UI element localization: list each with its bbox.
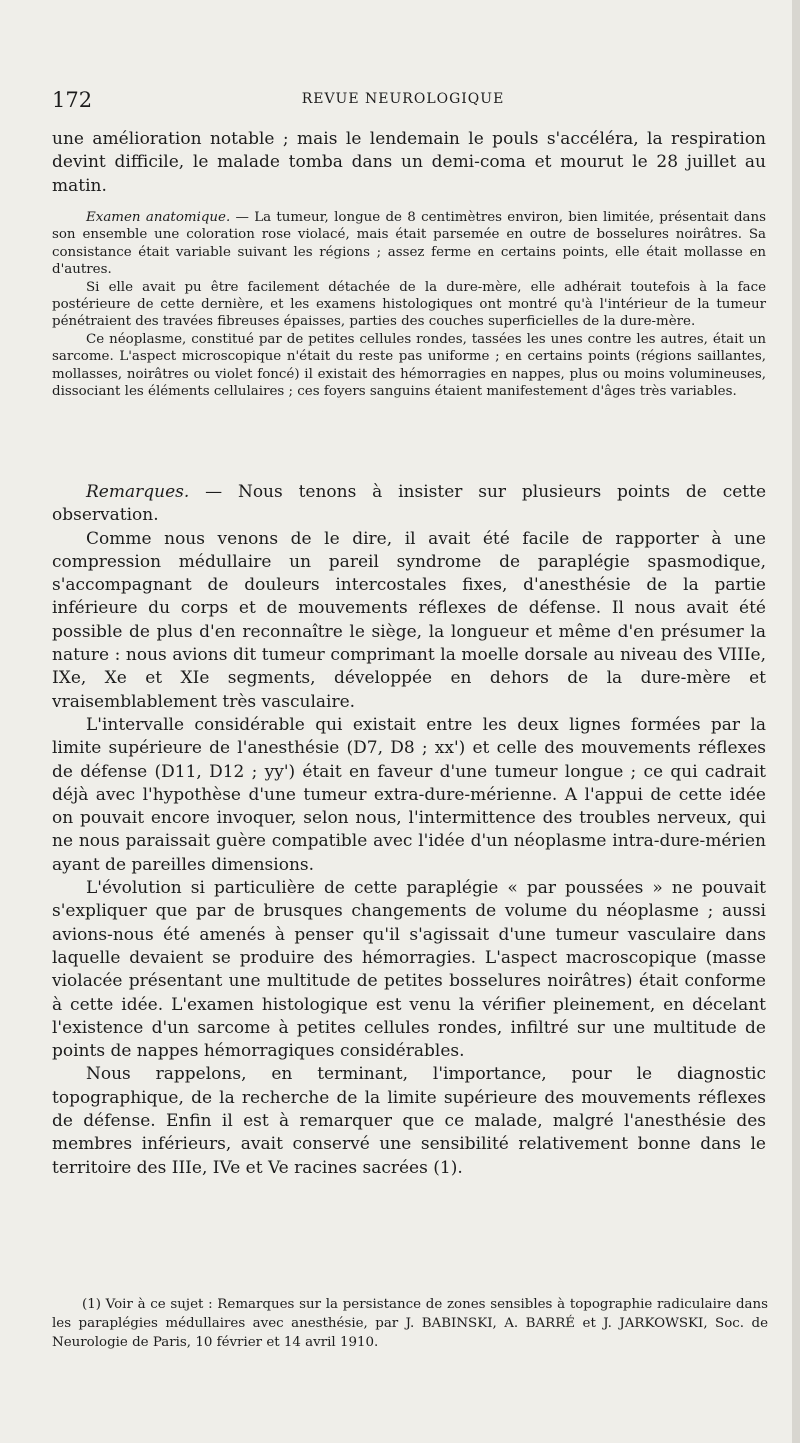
page-number: 172 bbox=[52, 88, 93, 112]
anatomy-section bbox=[52, 209, 766, 400]
page-edge bbox=[792, 0, 800, 1443]
footnote bbox=[52, 1295, 768, 1352]
remarks-paragraph-1: Remarques. — Nous tenons à insister sur plusieurs points de cette observation. bbox=[52, 482, 766, 526]
anatomy-paragraph-1: Examen anatomique. — La tumeur, longue de 8 centimètres environ, bien limitée, présentait dans son ensemble une coloration rose violacé, mais était parsemée en outre de bosselures noirâtres. Sa consistance était variable suivant les régions ; assez ferme en certains points, elle était mollasse en d'autres. bbox=[52, 210, 766, 278]
anatomy-paragraph-3: Ce néoplasme, constitué par de petites cellules rondes, tassées les unes contre les autres, était un sarcome. L'aspect microscopique n'était du reste pas uniforme ; en certains points (régions saillantes, mollasses, noirâtres ou violet foncé) il existait des hémorragies en nappes, plus ou moins volumineuses, dissociant les éléments cellulaires ; ces foyers sanguins étaient manifestement d'âges très variables. bbox=[52, 331, 766, 400]
paragraph-text: une amélioration notable ; mais le lendemain le pouls s'accéléra, la respiration devint difficile, le malade tomba dans un demi-coma et mourut le 28 juillet au matin. bbox=[52, 129, 766, 196]
section-heading-anatomy: Examen anatomique. bbox=[86, 210, 231, 225]
remarks-paragraph-2: Comme nous venons de le dire, il avait été facile de rapporter à une compression médullaire un pareil syndrome de paraplégie spasmodique, s'accompagnant de douleurs intercostales fixes, d'anesthésie de la partie inférieure du corps et de mouvements réflexes de défense. Il nous avait été possible de plus d'en reconnaître le siège, la longueur et même d'en présumer la nature : nous avions dit tumeur comprimant la moelle dorsale au niveau des VIIIe, IXe, Xe et XIe segments, développée en dehors de la dure-mère et vraisemblablement très vasculaire. bbox=[52, 528, 766, 712]
remarks-paragraph-4: L'évolution si particulière de cette paraplégie « par poussées » ne pouvait s'expliquer que par de brusques changements de volume du néoplasme ; aussi avions-nous été amenés à penser qu'il s'agissait d'une tumeur vasculaire dans laquelle devaient se produire des hémorragies. L'aspect macroscopique (masse violacée présentant une multitude de petites bosselures noirâtres) était conforme à cette idée. L'examen histologique est venu la vérifier pleinement, en décelant l'existence d'un sarcome à petites cellules rondes, infiltré sur une multitude de points de nappes hémorragiques considérables. bbox=[52, 878, 766, 1062]
paragraph-continuation bbox=[52, 128, 766, 198]
remarks-section bbox=[52, 481, 766, 1180]
remarks-paragraph-5: Nous rappelons, en terminant, l'importance, pour le diagnostic topographique, de la recherche de la limite supérieure des mouvements réflexes de défense. Enfin il est à remarquer que ce malade, malgré l'anesthésie des membres inférieurs, avait conservé une sensibilité relativement bonne dans le territoire des IIIe, IVe et Ve racines sacrées (1). bbox=[52, 1064, 766, 1178]
anatomy-paragraph-2: Si elle avait pu être facilement détachée de la dure-mère, elle adhérait toutefois à la face postérieure de cette dernière, et les examens histologiques ont montré qu'à l'intérieur de la tumeur pénétraient des travées fibreuses épaisses, parties des couches superficielles de la dure-mère. bbox=[52, 279, 766, 330]
page-header bbox=[52, 88, 754, 112]
section-heading-remarks: Remarques. bbox=[86, 482, 190, 502]
running-title: REVUE NEUROLOGIQUE bbox=[301, 91, 505, 107]
remarks-paragraph-3: L'intervalle considérable qui existait entre les deux lignes formées par la limite supérieure de l'anesthésie (D7, D8 ; xx') et celle des mouvements réflexes de défense (D11, D12 ; yy') était en faveur d'une tumeur longue ; ce qui cadrait déjà avec l'hypothèse d'une tumeur extra-dure-mérienne. A l'appui de cette idée on pouvait encore invoquer, selon nous, l'intermittence des troubles nerveux, qui ne nous paraissait guère compatible avec l'idée d'un néoplasme intra-dure-mérien ayant de pareilles dimensions. bbox=[52, 714, 766, 875]
footnote-text: (1) Voir à ce sujet : Remarques sur la persistance de zones sensibles à topographie radiculaire dans les paraplégies médullaires avec anesthésie, par J. BABINSKI, A. BARRÉ et J. JARKOWSKI, Soc. de Neurologie de Paris, 10 février et 14 avril 1910. bbox=[52, 1297, 768, 1350]
